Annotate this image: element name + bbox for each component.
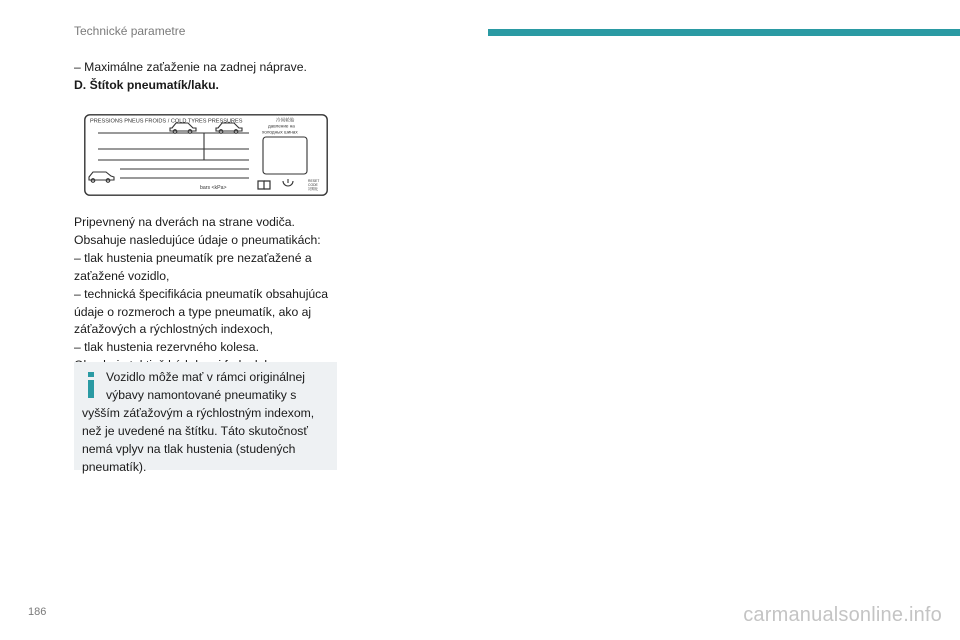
reset-text-2: CODE <box>308 183 318 187</box>
body-line: – tlak hustenia rezervného kolesa. <box>74 340 259 355</box>
section-title: Technické parametre <box>74 24 186 38</box>
note-line: nemá vplyv na tlak hustenia (studených <box>82 442 296 456</box>
intro-line-max-rear-axle-load: – Maximálne zaťaženie na zadnej náprave. <box>74 60 307 74</box>
page-number: 186 <box>28 606 47 618</box>
note-line: Vozidlo môže mať v rámci originálnej <box>106 370 305 384</box>
tyre-pressure-label-illustration <box>84 114 328 196</box>
intro-line-tyre-label-heading: D. Štítok pneumatík/laku. <box>74 78 219 92</box>
reset-text-3: 初期化 <box>308 187 319 191</box>
label-right-heading-1: 冷间轮胎 <box>276 117 295 123</box>
body-line: – technická špecifikácia pneumatík obsahujúca <box>74 286 329 301</box>
note-line: vyšším záťažovým a rýchlostným indexom, <box>82 406 315 420</box>
body-line: – tlak hustenia pneumatík pre nezaťažené a <box>74 250 312 265</box>
body-line: údaje o rozmeroch a type pneumatík, ako aj <box>74 304 312 319</box>
label-heading-text: PRESSIONS PNEUS FROIDS / COLD TYRES PRESSURES <box>90 118 243 125</box>
note-line: pneumatík). <box>82 460 147 474</box>
paint-code-box <box>263 137 307 174</box>
info-note-text <box>82 368 334 476</box>
section-accent-bar <box>488 29 960 36</box>
note-line: než je uvedené na štítku. Táto skutočnosť <box>82 424 308 438</box>
body-line: záťažových a rýchlostných indexoch, <box>74 322 273 337</box>
body-line: Obsahuje nasledujúce údaje o pneumatikách: <box>74 232 321 247</box>
label-right-heading-2: давление на <box>268 123 295 129</box>
body-line: Pripevnený na dverách na strane vodiča. <box>74 215 295 229</box>
tyre-label-description <box>74 214 336 375</box>
label-units-text: bars <kPa> <box>200 185 227 191</box>
reset-text-1: RESET <box>308 179 320 183</box>
body-line: zaťažené vozidlo, <box>74 268 170 283</box>
info-note <box>74 362 337 474</box>
watermark: carmanualsonline.info <box>743 604 942 626</box>
intro-block <box>74 58 336 94</box>
label-right-heading-3: холодных шинах <box>262 129 298 135</box>
note-line: výbavy namontované pneumatiky s <box>106 388 297 402</box>
